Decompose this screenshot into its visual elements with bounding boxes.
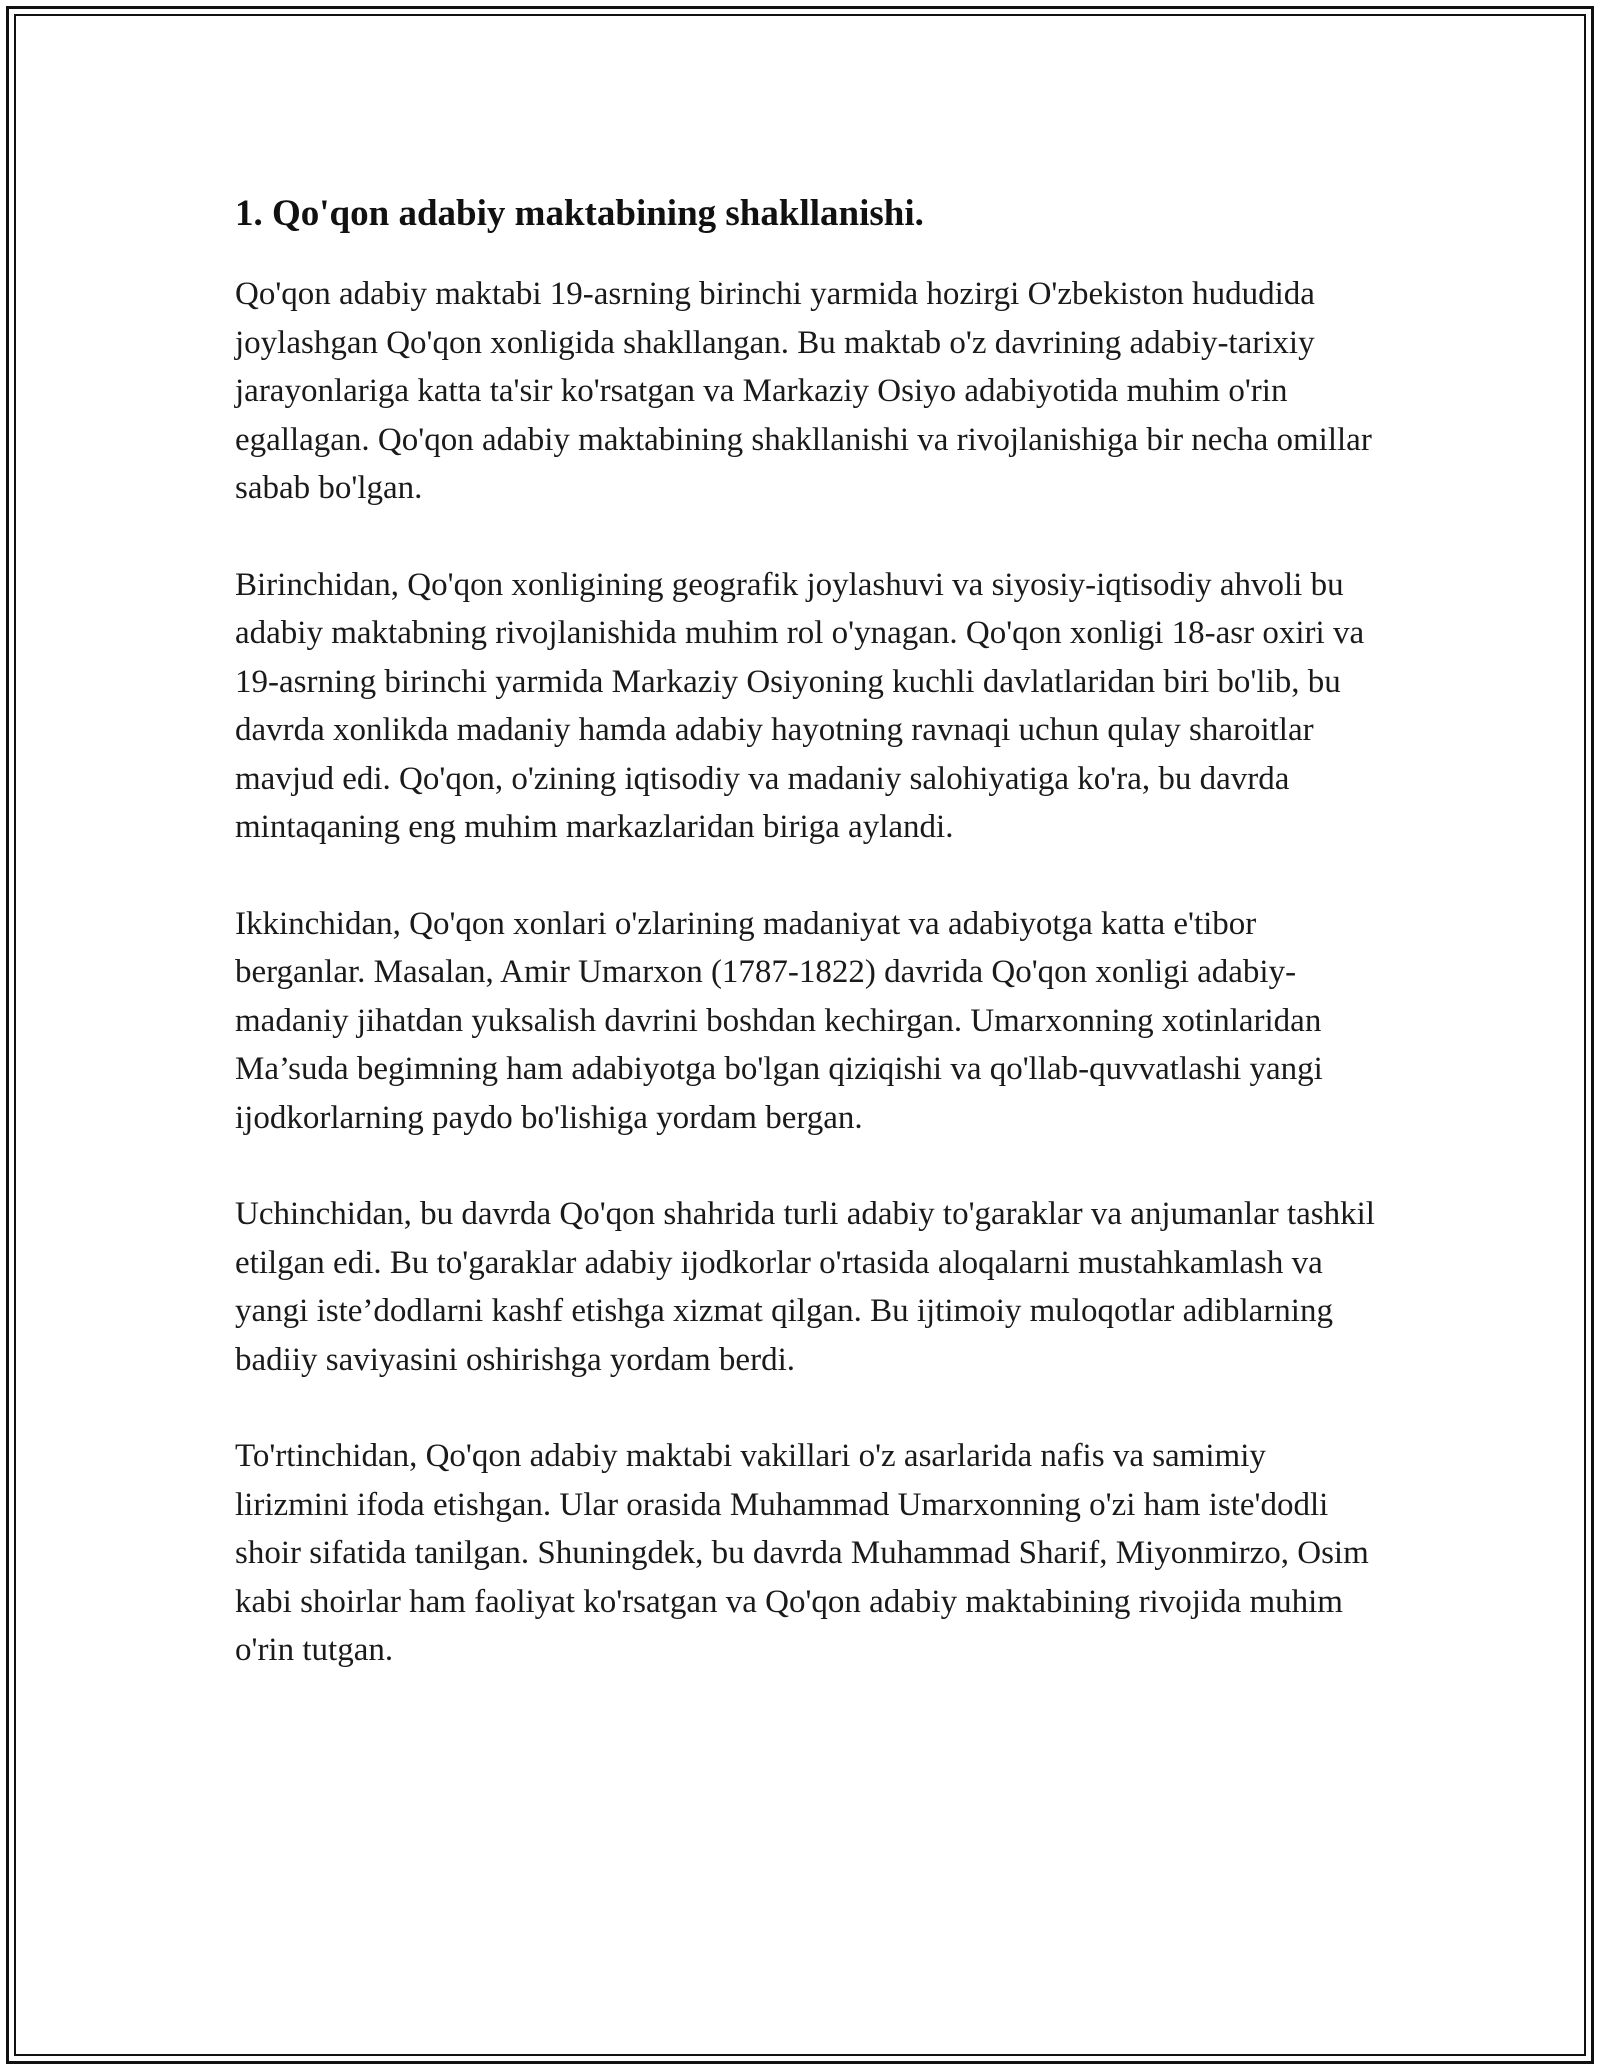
document-body [235, 190, 1375, 1723]
paragraph-third-factor: Uchinchidan, bu davrda Qo'qon shahrida turli adabiy to'garaklar va anjumanlar tashkil etilgan edi. Bu to'garaklar adabiy ijodkorlar o'rtasida aloqalarni mustahkamlash va yangi iste’dodlarni kashf etishga xizmat qilgan. Bu ijtimoiy muloqotlar adiblarning badiiy saviyasini oshirishga yordam berdi. [235, 1196, 1375, 1378]
paragraph-second-factor: Ikkinchidan, Qo'qon xonlari o'zlarining madaniyat va adabiyotga katta e'tibor berganlar. Masalan, Amir Umarxon (1787-1822) davrida Qo'qon xonligi adabiy-madaniy jihatdan yuksalish davrini boshdan kechirgan. Umarxonning xotinlaridan Ma’suda begimning ham adabiyotga bo'lgan qiziqishi va qo'llab-quvvatlashi yangi ijodkorlarning paydo bo'lishiga yordam bergan. [235, 905, 1323, 1136]
paragraph-fourth-factor: To'rtinchidan, Qo'qon adabiy maktabi vakillari o'z asarlarida nafis va samimiy lirizmini ifoda etishgan. Ular orasida Muhammad Umarxonning o'zi ham iste'dodli shoir sifatida tanilgan. Shuningdek, bu davrda Muhammad Sharif, Miyonmirzo, Osim kabi shoirlar ham faoliyat ko'rsatgan va Qo'qon adabiy maktabining rivojida muhim o'rin tutgan. [235, 1438, 1369, 1668]
section-heading: 1. Qo'qon adabiy maktabining shakllanishi. [235, 193, 924, 234]
paragraph-first-factor: Birinchidan, Qo'qon xonligining geografik joylashuvi va siyosiy-iqtisodiy ahvoli bu adabiy maktabning rivojlanishida muhim rol o'ynagan. Qo'qon xonligi 18-asr oxiri va 19-asrning birinchi yarmida Markaziy Osiyoning kuchli davlatlaridan biri bo'lib, bu davrda xonlikda madaniy hamda adabiy hayotning ravnaqi uchun qulay sharoitlar mavjud edi. Qo'qon, o'zining iqtisodiy va madaniy salohiyatiga ko'ra, bu davrda mintaqaning eng muhim markazlaridan biriga aylandi. [235, 566, 1365, 845]
paragraph-intro: Qo'qon adabiy maktabi 19-asrning birinchi yarmida hozirgi O'zbekiston hududida joylashgan Qo'qon xonligida shakllangan. Bu maktab o'z davrining adabiy-tarixiy jarayonlariga katta ta'sir ko'rsatgan va Markaziy Osiyo adabiyotida muhim o'rin egallagan. Qo'qon adabiy maktabining shakllanishi va rivojlanishiga bir necha omillar sabab bo'lgan. [235, 276, 1372, 506]
